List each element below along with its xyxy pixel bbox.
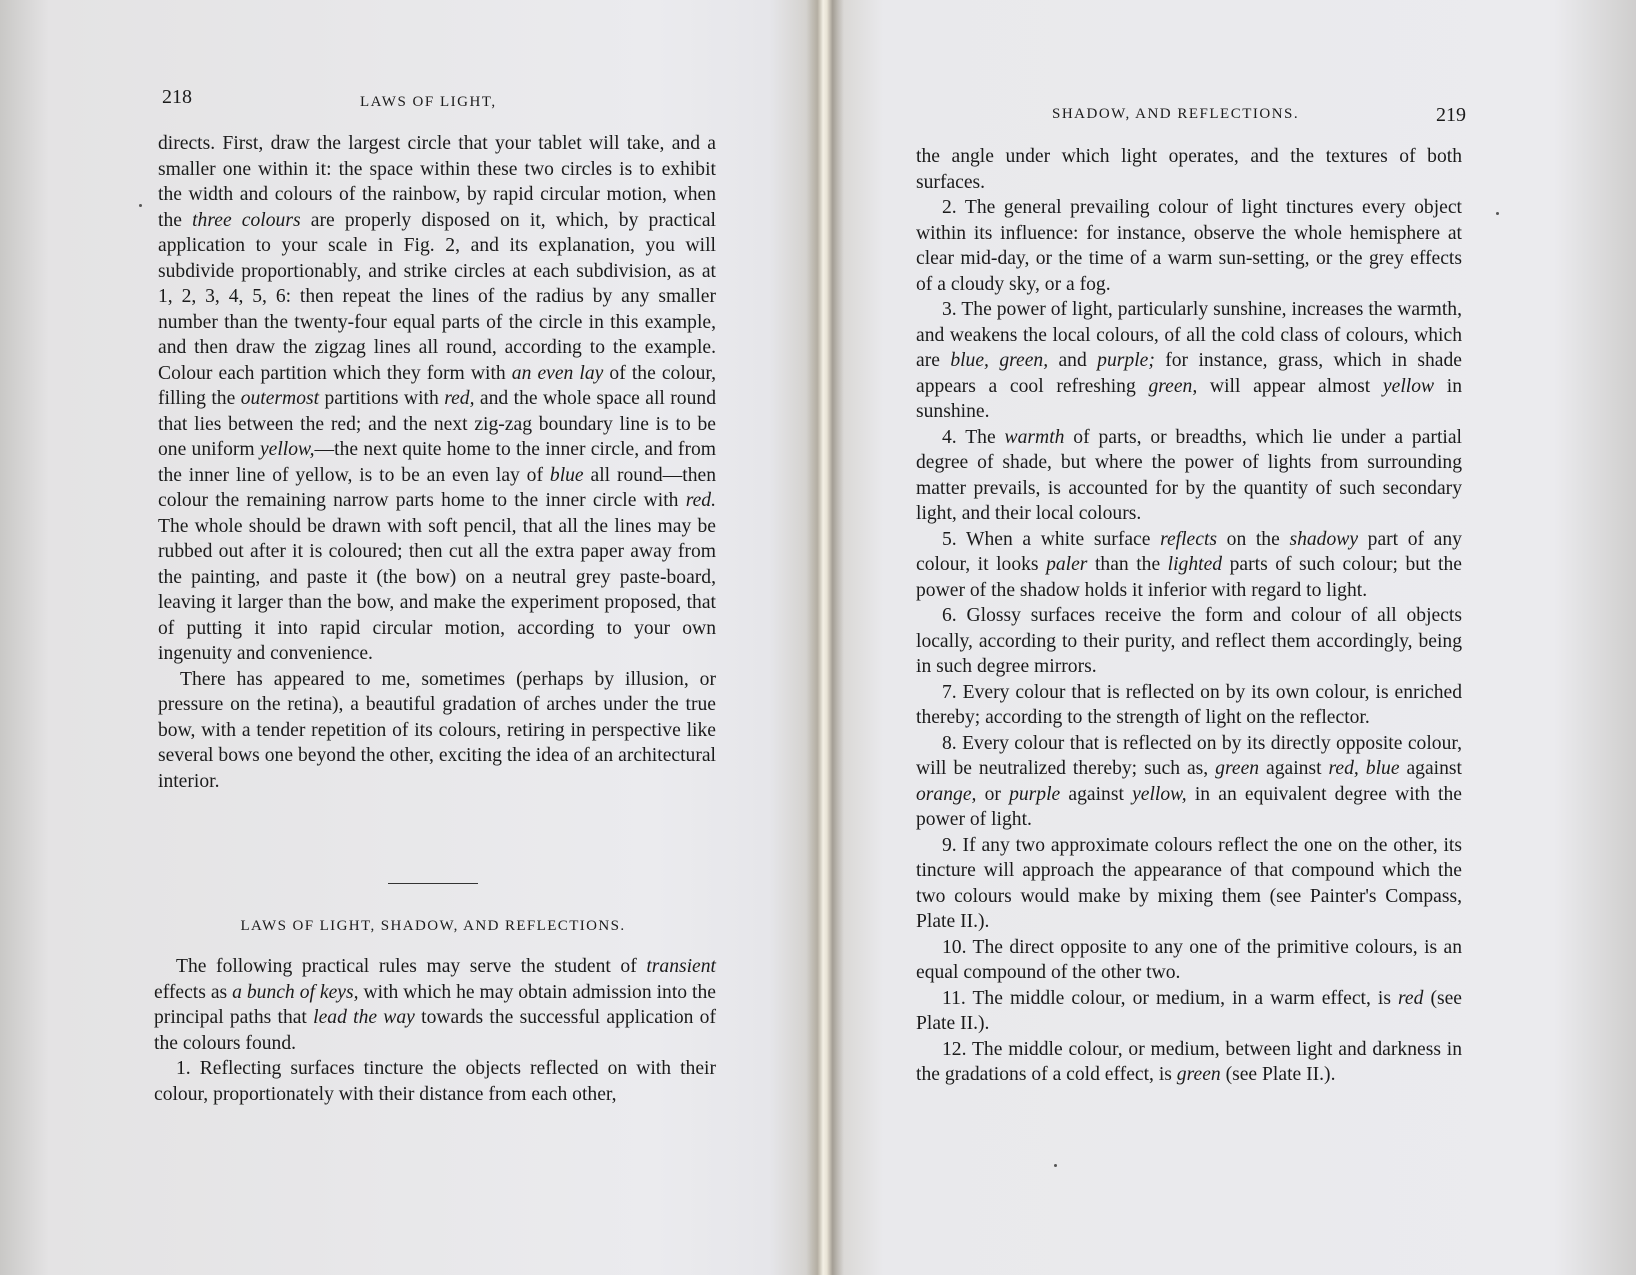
paragraph: The following practical rules may serve the student of transient effects as a bunch of keys, with which he may obtain admission into the principal paths that lead the way towards the successful application of the colours found. [154, 956, 716, 1054]
section-divider [388, 883, 478, 884]
paper-speck [1054, 1164, 1057, 1167]
section-heading: LAWS OF LIGHT, SHADOW, AND REFLECTIONS. [240, 918, 626, 934]
paragraph: 12. The middle colour, or medium, between light and darkness in the gradations of a cold effect, is green (see Plate II.). [916, 1038, 1462, 1085]
paragraph: 9. If any two approximate colours reflect the one on the other, its tincture will approach the appearance of that compound which the two colours would make by mixing them (see Painter's Compass, Plate II.). [916, 834, 1462, 932]
page-number-left: 218 [162, 86, 192, 108]
paragraph: 3. The power of light, particularly sunshine, increases the warmth, and weakens the local colours, of all the cold class of colours, which are blue, green, and purple; for instance, grass, which in shade appears a cool refreshing green, will appear almost yellow in sunshine. [916, 299, 1463, 422]
paragraph: directs. First, draw the largest circle that your tablet will take, and a smaller one within it: the space within these two circles is to exhibit the width and colours of the rainbow, by rapid circular motion, when the three colours are properly disposed on it, which, by practical application to your scale in Fig. 2, and its explanation, you will subdivide proportionably, and strike circles at each subdivision, as at 1, 2, 3, 4, 5, 6: then repeat the lines of the radius by any smaller number than the twenty-four equal parts of the circle in this example, and then draw the zigzag lines all round, according to the example. Colour each partition which they form with an even lay of the colour, filling the outermost partitions with red, and the whole space all round that lies between the red; and the next zig-zag boundary line is to be one uniform yellow,—the next quite home to the inner circle, and from the inner line of yellow, is to be an even lay of blue all round—then colour the remaining narrow parts home to the inner circle with red. The whole should be drawn with soft pencil, that all the lines may be rubbed out after it is coloured; then cut all the extra paper away from the painting, and paste it (the bow) on a neutral grey paste-board, leaving it larger than the bow, and make the experiment proposed, that of putting it into rapid circular motion, according to your own ingenuity and convenience. [158, 133, 717, 664]
right-page [844, 0, 1636, 1275]
book-gutter [806, 0, 844, 1275]
running-head-right: SHADOW, AND REFLECTIONS. [1052, 106, 1300, 122]
paragraph: There has appeared to me, sometimes (perhaps by illusion, or pressure on the retina), a beautiful gradation of arches under the true bow, with a tender repetition of its colours, retiring in perspective like several bows one beyond the other, exciting the idea of an architectural interior. [158, 668, 716, 792]
paragraph: 1. Reflecting surfaces tincture the objects reflected on with their colour, proportionately with their distance from each other, [154, 1058, 716, 1105]
paragraph: 10. The direct opposite to any one of the primitive colours, is an equal compound of the other two. [916, 936, 1462, 983]
paragraph: 2. The general prevailing colour of light tinctures every object within its influence: for instance, observe the whole hemisphere at clear mid-day, or the time of a warm sun-setting, or the grey effects of a cloudy sky, or a fog. [916, 197, 1462, 295]
paragraph: 5. When a white surface reflects on the shadowy part of any colour, it looks paler than the lighted parts of such colour; but the power of the shadow holds it inferior with regard to light. [916, 528, 1462, 601]
paragraph: 11. The middle colour, or medium, in a warm effect, is red (see Plate II.). [916, 987, 1462, 1034]
page-number-right: 219 [1436, 104, 1466, 126]
right-body-text [916, 144, 1462, 1088]
left-rules-text [154, 954, 716, 1107]
paper-speck [139, 204, 142, 207]
left-body-text [158, 131, 716, 794]
paper-speck [1496, 212, 1499, 215]
paragraph: 4. The warmth of parts, or breadths, which lie under a partial degree of shade, but where the power of lights from surrounding matter prevails, is accounted for by the quantity of such secondary light, and their local colours. [916, 426, 1462, 524]
paragraph: 8. Every colour that is reflected on by its directly opposite colour, will be neutralized thereby; such as, green against red, blue against orange, or purple against yellow, in an equivalent degree with the power of light. [916, 732, 1462, 830]
paragraph: 6. Glossy surfaces receive the form and colour of all objects locally, according to their purity, and reflect them accordingly, being in such degree mirrors. [916, 605, 1462, 677]
left-page [0, 0, 806, 1275]
paragraph: the angle under which light operates, and the textures of both surfaces. [916, 146, 1462, 193]
paragraph: 7. Every colour that is reflected on by its own colour, is enriched thereby; according to the strength of light on the reflector. [916, 681, 1462, 728]
running-head-left: LAWS OF LIGHT, [360, 94, 497, 110]
